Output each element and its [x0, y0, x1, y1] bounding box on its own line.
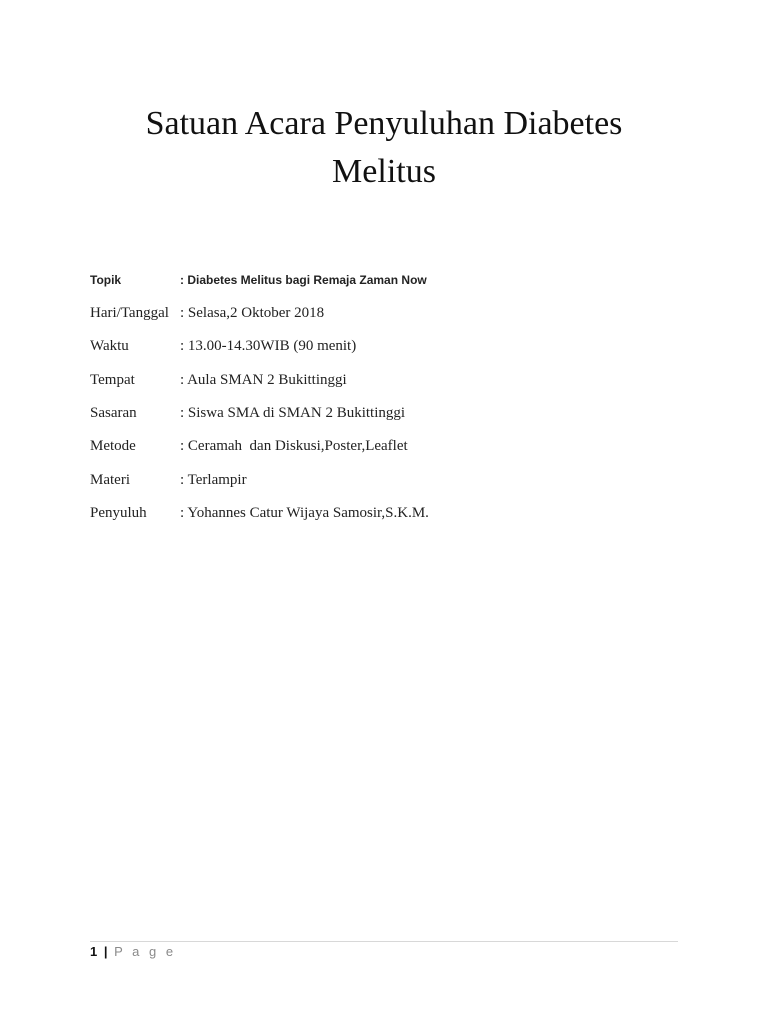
info-value: : 13.00-14.30WIB (90 menit) — [180, 338, 357, 354]
info-row-tempat — [90, 369, 690, 391]
title-line-2: Melitus — [332, 153, 436, 190]
document-title — [60, 100, 708, 196]
info-row-sasaran — [90, 402, 690, 424]
info-row-materi — [90, 469, 690, 491]
footer-separator: | — [103, 944, 108, 959]
info-value: : Yohannes Catur Wijaya Samosir,S.K.M. — [180, 505, 429, 521]
info-label: Sasaran — [90, 405, 137, 421]
info-value: : Ceramah dan Diskusi,Poster,Leaflet — [180, 438, 408, 454]
info-label: Tempat — [90, 372, 135, 388]
info-label: Metode — [90, 438, 136, 454]
info-value: : Terlampir — [180, 472, 247, 488]
page-word: P a g e — [114, 944, 177, 959]
info-value: : Siswa SMA di SMAN 2 Bukittinggi — [180, 405, 406, 421]
info-value: : Diabetes Melitus bagi Remaja Zaman Now — [180, 273, 427, 287]
page-footer — [90, 943, 176, 961]
footer-divider — [90, 941, 678, 942]
page-number: 1 — [90, 944, 98, 959]
info-label: Topik — [90, 273, 122, 287]
info-value: : Aula SMAN 2 Bukittinggi — [180, 372, 347, 388]
info-row-metode — [90, 435, 690, 457]
info-row-topik — [90, 269, 690, 291]
info-row-waktu — [90, 335, 690, 357]
info-label: Hari/Tanggal — [90, 305, 169, 321]
info-row-penyuluh — [90, 502, 690, 524]
title-line-1: Satuan Acara Penyuluhan Diabetes — [145, 105, 623, 142]
info-label: Materi — [90, 472, 130, 488]
info-value: : Selasa,2 Oktober 2018 — [180, 305, 325, 321]
info-row-hari-tanggal — [90, 302, 690, 324]
info-label: Penyuluh — [90, 505, 147, 521]
info-label: Waktu — [90, 338, 129, 354]
